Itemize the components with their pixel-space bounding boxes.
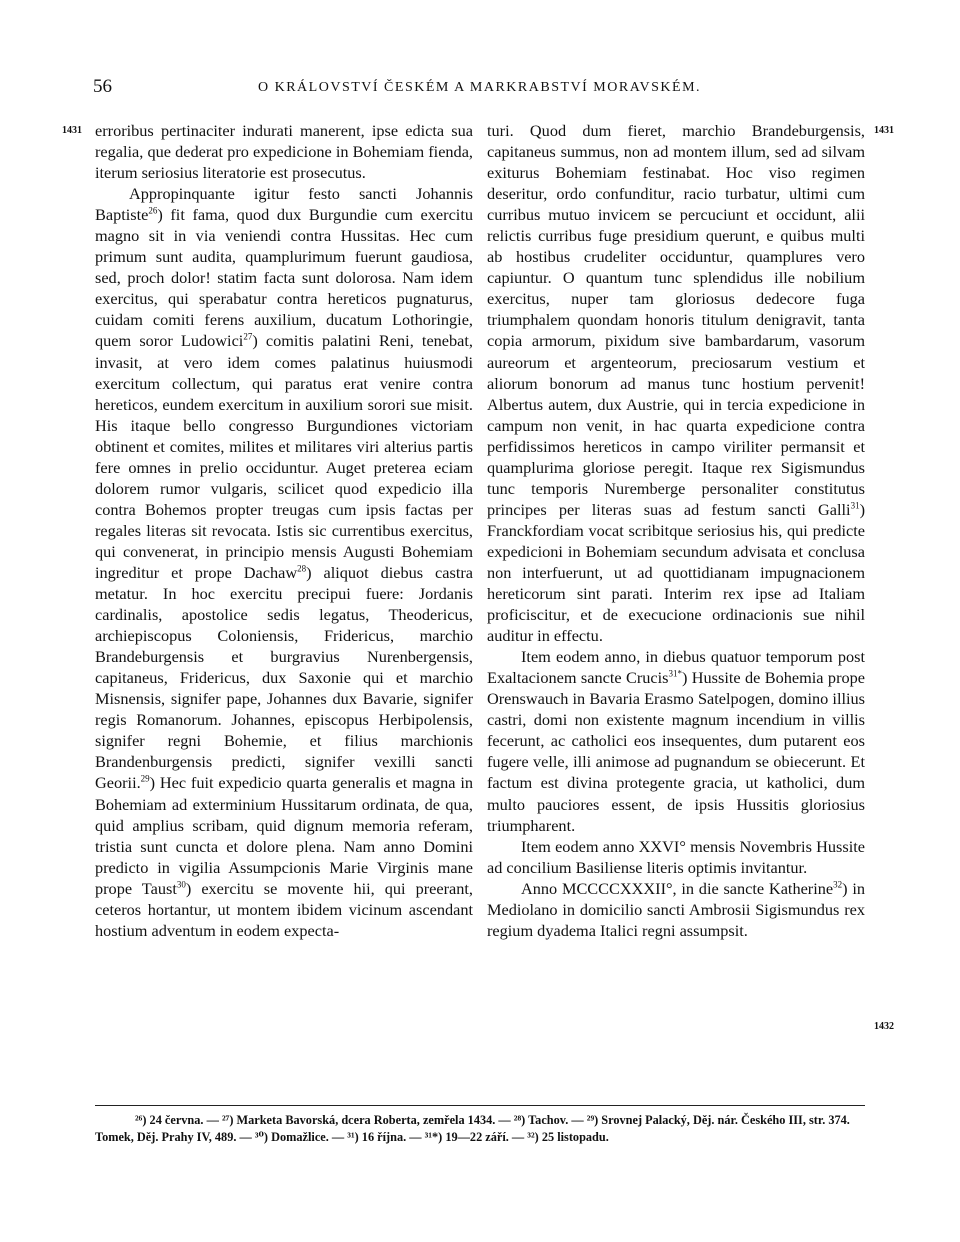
page-number: 56 [93,76,112,97]
paragraph: erroribus pertinaciter indurati manerent, ipse edicta sua regalia, que dederat pro expedicione in Bohemiam fienda, iterum seriosius literatorie est prosecutus. [95,121,473,183]
running-head: O KRÁLOVSTVÍ ČESKÉM A MARKRABSTVÍ MORAVSKÉM. [258,80,702,95]
margin-year-right-1432: 1432 [874,1021,894,1032]
paragraph: turi. Quod dum fieret, marchio Brandeburgensis, capitaneus summus, non ad montem illum, sed ad silvam exiturus Bohemiam festinabat. Hoc viso regimen deseritur, ordo confunditur, racio turbatur, ultimi cum curribus mutuo invicem se percuciunt et occidunt, alii relictis curribus fuge presidium querunt, e quibus multi ab hostibus crudeliter occiduntur, quamplures vero capiuntur. O quantum tunc splendidus ille nobilium exercitus, nuper tam gloriosus dedecore fuga triumphalem quondam honoris titulum denigravit, tanta copia armorum, pixidum sive bambardarum, vasorum aureorum et argenteorum, preciosarum vestium et aliorum bonorum ad manus tunc hostium pervenit! Albertus autem, dux Austrie, qui in tercia expedicione in campum non venit, in hac quarta expedicione contra perfidissimos hereticos in campo viriliter permansit et quamplurima gloriose peregit. Itaque rex Sigismundus tunc temporis Nuremberge personaliter constitutus principes per literas suas ad festum sancti Galli$^{31}$) Franckfordiam vocat scribitque seriosius his, qui predicte expedicioni in Bohemiam secundum advisata et conclusa non interfuerunt, ut ad quottidianam impugnacionem hereticorum sint parati. Interim rex ipse ad Italiam proficiscitur, et de execucione ordinacionis sue nihil auditur in effectu. [487,121,865,646]
footnote-ref: 29 [140,774,150,785]
footnote-divider [95,1105,865,1106]
paragraph: Appropinquante igitur festo sancti Johannis Baptiste$^{26}$) fit fama, quod dux Burgundie cum exercitu magno sit in via veniendi contra Hussitas. Hec cum primum sunt audita, quamplurimum fuerunt gaudiosa, sed, proch dolor! statim facta sunt dolorosa. Nam idem exercitus, qui sperabatur contra hereticos pugnaturus, cuidam comiti ferens auxilium, ducatum Lothoringie, quem soror Ludowici$^{27}$) comitis palatini Reni, tenebat, invasit, at vero idem comes palatinus huiusmodi exercitum collectum, qui paratus erat venire contra hereticos, eundem exercitum in auxilium sorori sue misit. His itaque bello congresso Burgundiones victoriam obtinent et comites, milites et militares viri alterius partis fere omnes in prelio occiduntur. Auget preterea eciam dolorem rumor vulgaris, scilicet quod expedicio illa contra Bohemos propter treugas cum ipsis factas per regales literas sit revocata. Istis sic currentibus exercitus, qui convenerat, in principio mensis Augusti Bohemiam ingreditur et prope Dachaw$^{28}$) aliquot diebus castra metatur. In hoc exercitu precipui fuere: Jordanis cardinalis, apostolice sedis legatus, Theodericus, archiepiscopus Coloniensis, Fridericus, marchio Brandeburgensis et burgravius Nurenbergensis, capitaneus, Fridericus, dux Saxonie qui et marchio Misnensis, signifer pape, Johannes dux Bavarie, signifer regis Romanorum. Johannes, episcopus Herbipolensis, signifer regni Bohemie, et filius marchionis Brandenburgensis predicti, signifer vexilli sancti Georii.$^{29}$) Hec fuit expedicio quarta generalis et magna in Bohemiam ad exterminium Hussitarum ordinata, de qua, quid amplius scribam, quid dignum memoria referam, tristia sunt cuncta et dolore plena. Nam anno Domini predicto in vigilia Assumpcionis Marie Virginis mane prope Taust$^{30}$) exercitu se movente hii, qui preerant, ceteros hortantur, ut montem ibidem vicinum ascendant hostium adventum in eodem expecta- [95,184,474,940]
margin-year-right-1431: 1431 [874,125,894,136]
paragraph: Item eodem anno, in diebus quatuor temporum post Exaltacionem sancte Crucis$^{31*}$) Hussite de Bohemia prope Orenswauch in Bavaria Erasmo Satelpogen, domino illius castri, domi non existente magnum incendium in villis fecerunt, ac catholici eos insequentes, dum putarent eos fugere velle, illi animose ad pugnandum se obiecerunt. Et factum est divina protegente gracia, ut katholici, dum multo pauciores essent, de ipsis Hussitis gloriosius triumpharent. [487,647,865,835]
left-column [95,120,473,941]
footnote-ref: 31* [668,668,682,679]
footnote-ref: 26 [148,205,158,216]
right-column [487,120,865,941]
margin-year-left-1431: 1431 [62,125,82,136]
footnote-ref: 32 [833,879,843,890]
page-header [0,76,960,104]
footnote-ref: 30 [176,879,186,890]
footnote-ref: 27 [243,332,253,343]
footnote-ref: 31 [850,500,860,511]
paragraph: Item eodem anno XXVI° mensis Novembris Hussite ad concilium Basiliense literis optimis invitantur. [487,836,865,877]
paragraph: Anno MCCCCXXXII°, in die sancte Katherine$^{32}$) in Mediolano in domicilio sancti Ambrosii Sigismundus rex regium dyadema Italici regni assumpsit. [487,878,865,940]
footnotes: ²⁶) 24 června. — ²⁷) Marketa Bavorská, dcera Roberta, zemřela 1434. — ²⁸) Tachov. — ²⁹) Srovnej Palacký, Děj. nár. Českého III, str. 374. Tomek, Děj. Prahy IV, 489. — ³⁰) Domažlice. — ³¹) 16 října. — ³¹*) 19—22 září. — ³²) 25 listopadu. [95,1113,850,1144]
footnote-ref: 28 [297,563,307,574]
